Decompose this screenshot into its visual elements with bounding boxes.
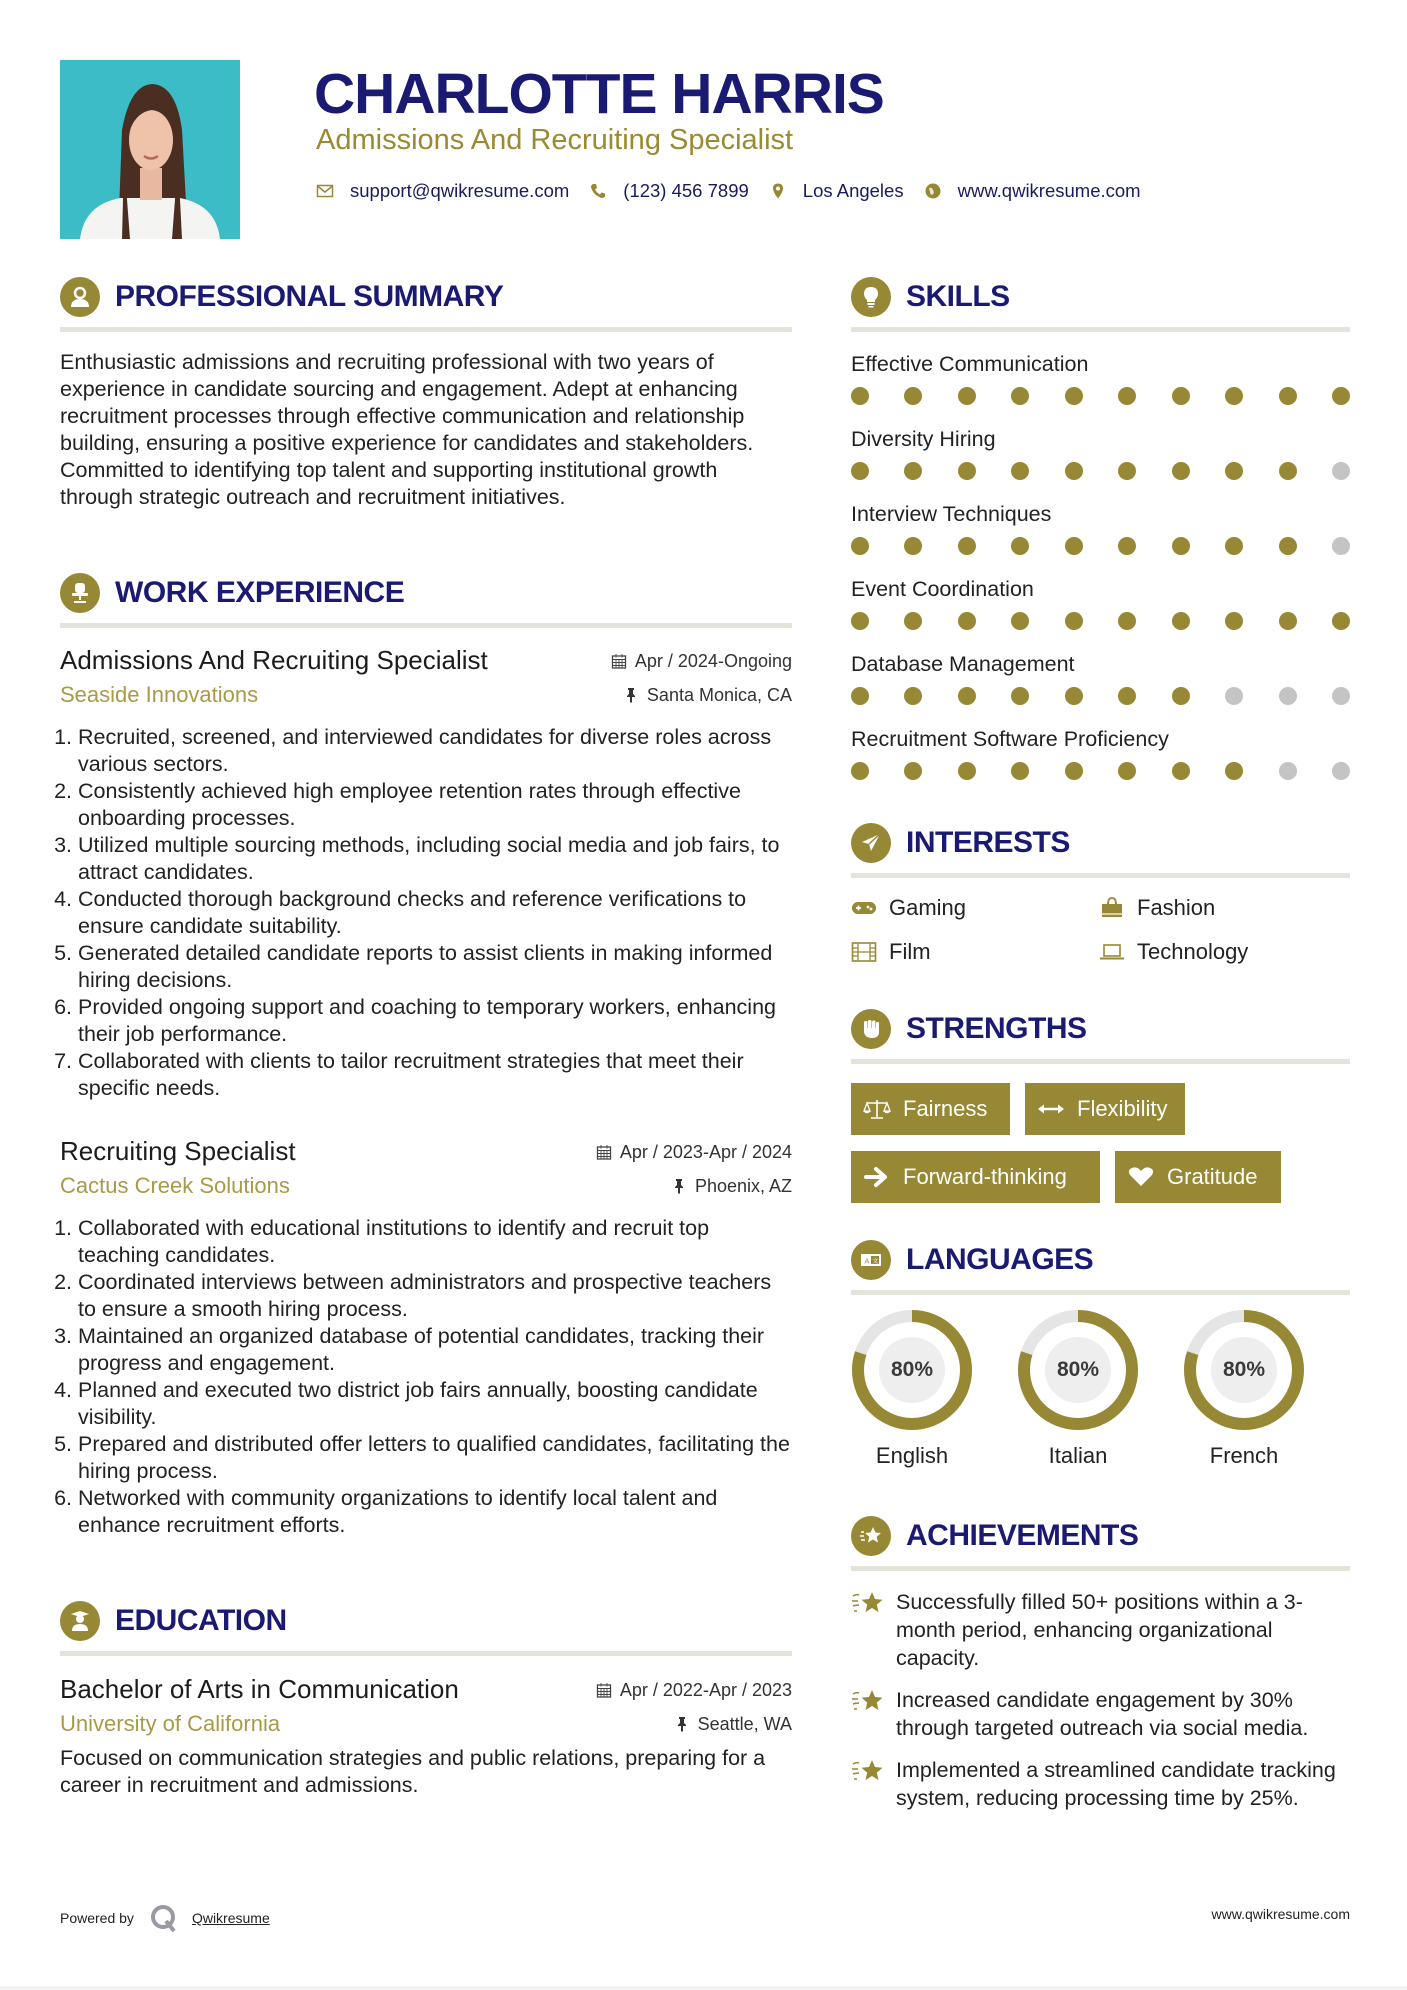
- section-title: INTERESTS: [906, 826, 1070, 859]
- svg-text:A: A: [864, 1257, 870, 1266]
- education-entry: [60, 1674, 792, 1799]
- job-location: Santa Monica, CA: [623, 685, 792, 706]
- section-divider: [851, 1059, 1350, 1064]
- duty-item: 4. Conducted thorough background checks and reference verifications to ensure candidate suitability.: [78, 886, 792, 940]
- star-icon: [851, 1756, 885, 1786]
- language-name: French: [1209, 1443, 1279, 1468]
- qwikresume-logo-icon: [148, 1902, 180, 1934]
- skills-list: [851, 349, 1350, 799]
- website-text: www.qwikresume.com: [957, 180, 1141, 201]
- rating-dot-filled: [1225, 387, 1243, 405]
- degree-title: Bachelor of Arts in Communication: [60, 1674, 459, 1704]
- duty-item: 1. Recruited, screened, and interviewed candidates for diverse roles across various sectors.: [78, 724, 792, 778]
- language-percent: 80%: [1056, 1358, 1100, 1381]
- pushpin-icon: [674, 1716, 690, 1732]
- rating-dot-empty: [1279, 687, 1297, 705]
- rating-dot-filled: [851, 387, 869, 405]
- rating-dot-filled: [1011, 687, 1029, 705]
- candidate-name: CHARLOTTE HARRIS: [314, 62, 884, 126]
- contact-location: [769, 178, 904, 204]
- language-progress-ring: [851, 1309, 973, 1431]
- rating-dot-filled: [958, 537, 976, 555]
- skill-rating: [851, 604, 1350, 649]
- achievements-list: [851, 1588, 1350, 1812]
- gamepad-icon: [851, 897, 877, 919]
- rating-dot-filled: [1118, 612, 1136, 630]
- rating-dot-empty: [1225, 687, 1243, 705]
- envelope-icon: [316, 182, 334, 200]
- section-title: ACHIEVEMENTS: [906, 1519, 1139, 1552]
- calendar-icon: [596, 1144, 612, 1160]
- achievement-item: Increased candidate engagement by 30% through targeted outreach via social media.: [851, 1686, 1350, 1742]
- user-icon: [60, 277, 100, 317]
- rating-dot-filled: [1172, 537, 1190, 555]
- rating-dot-filled: [851, 462, 869, 480]
- achievement-item: Successfully filled 50+ positions within a 3-month period, enhancing organizational capacity.: [851, 1588, 1350, 1672]
- rating-dot-filled: [1225, 462, 1243, 480]
- duty-item: 3. Utilized multiple sourcing methods, including social media and job fairs, to attract candidates.: [78, 832, 792, 886]
- rating-dot-filled: [1011, 612, 1029, 630]
- achievements-section: [851, 1515, 1350, 1826]
- rating-dot-filled: [904, 462, 922, 480]
- skill-item: [851, 499, 1350, 574]
- page-bottom-edge: [0, 1986, 1407, 1990]
- rating-dot-filled: [1279, 612, 1297, 630]
- language-item: [1017, 1309, 1183, 1469]
- rating-dot-filled: [1332, 612, 1350, 630]
- rating-dot-filled: [1172, 387, 1190, 405]
- rating-dot-filled: [904, 537, 922, 555]
- powered-by-label: Powered by: [60, 1910, 134, 1926]
- job-location: Phoenix, AZ: [671, 1176, 792, 1197]
- rating-dot-filled: [851, 537, 869, 555]
- rating-dot-filled: [1279, 462, 1297, 480]
- paper-plane-icon: [851, 823, 891, 863]
- professional-summary-section: [60, 276, 792, 511]
- arrows-horizontal-icon: [1037, 1098, 1065, 1120]
- rating-dot-filled: [1172, 762, 1190, 780]
- contact-website[interactable]: [924, 178, 1141, 204]
- language-progress-ring: [1017, 1309, 1139, 1431]
- duty-item: 2. Coordinated interviews between administrators and prospective teachers to ensure a smooth hiring process.: [78, 1269, 792, 1323]
- qwikresume-link[interactable]: Qwikresume: [191, 1910, 270, 1926]
- interest-item: Gaming: [851, 895, 1099, 921]
- job-title: Recruiting Specialist: [60, 1136, 296, 1166]
- shopping-bag-icon: [1099, 897, 1125, 919]
- duty-item: 7. Collaborated with clients to tailor recruitment strategies that meet their specific needs.: [78, 1048, 792, 1102]
- company-name: Seaside Innovations: [60, 682, 259, 707]
- rating-dot-filled: [1065, 537, 1083, 555]
- duty-item: 5. Generated detailed candidate reports to assist clients in making informed hiring decisions.: [78, 940, 792, 994]
- interests-section: [851, 822, 1350, 965]
- rating-dot-filled: [1279, 387, 1297, 405]
- section-divider: [60, 327, 792, 332]
- rating-dot-filled: [958, 687, 976, 705]
- duty-list: [60, 1215, 792, 1539]
- section-title: SKILLS: [906, 280, 1010, 313]
- skill-item: [851, 724, 1350, 799]
- rating-dot-empty: [1332, 687, 1350, 705]
- interest-item: Fashion: [1099, 895, 1347, 921]
- duty-item: 6. Provided ongoing support and coaching to temporary workers, enhancing their job performance.: [78, 994, 792, 1048]
- rating-dot-filled: [1172, 612, 1190, 630]
- duty-item: 3. Maintained an organized database of potential candidates, tracking their progress and engagement.: [78, 1323, 792, 1377]
- section-divider: [60, 623, 792, 628]
- duty-item: 5. Prepared and distributed offer letters to qualified candidates, facilitating the hiring process.: [78, 1431, 792, 1485]
- school-name: University of California: [60, 1711, 281, 1736]
- footer-website-link[interactable]: www.qwikresume.com: [1211, 1906, 1350, 1922]
- language-icon: [851, 1240, 891, 1280]
- rating-dot-empty: [1332, 462, 1350, 480]
- language-name: Italian: [1048, 1443, 1108, 1468]
- rating-dot-filled: [851, 612, 869, 630]
- skill-rating: [851, 754, 1350, 799]
- rating-dot-empty: [1332, 762, 1350, 780]
- rating-dot-filled: [1065, 687, 1083, 705]
- language-item: [851, 1309, 1017, 1469]
- rating-dot-filled: [1172, 687, 1190, 705]
- skill-name: Diversity Hiring: [851, 427, 996, 451]
- calendar-icon: [611, 653, 627, 669]
- work-experience-section: [60, 572, 792, 1539]
- skill-name: Database Management: [851, 652, 1075, 676]
- rating-dot-filled: [1118, 537, 1136, 555]
- person-photo-icon: [60, 60, 240, 239]
- graduate-icon: [60, 1601, 100, 1641]
- fist-icon: [851, 1009, 891, 1049]
- language-item: [1183, 1309, 1349, 1469]
- education-location: Seattle, WA: [674, 1714, 792, 1735]
- rating-dot-filled: [958, 612, 976, 630]
- strengths-list: [851, 1083, 1350, 1203]
- rating-dot-filled: [904, 687, 922, 705]
- rating-dot-filled: [1011, 537, 1029, 555]
- strength-chip: Gratitude: [1115, 1151, 1281, 1203]
- interest-item: Technology: [1099, 939, 1347, 965]
- job-entry: [60, 645, 792, 1102]
- heart-icon: [1127, 1166, 1155, 1188]
- section-title: STRENGTHS: [906, 1012, 1087, 1045]
- rating-dot-filled: [1225, 537, 1243, 555]
- section-divider: [851, 1566, 1350, 1571]
- rating-dot-filled: [1011, 462, 1029, 480]
- interests-grid: [851, 895, 1350, 965]
- section-divider: [851, 327, 1350, 332]
- lightbulb-icon: [851, 277, 891, 317]
- phone-text: (123) 456 7899: [623, 180, 749, 201]
- rating-dot-filled: [851, 762, 869, 780]
- skill-name: Event Coordination: [851, 577, 1034, 601]
- duty-item: 6. Networked with community organizations to identify local talent and enhance recruitment efforts.: [78, 1485, 792, 1539]
- rating-dot-filled: [1065, 612, 1083, 630]
- section-divider: [851, 1290, 1350, 1295]
- footer-powered-by: [60, 1902, 270, 1934]
- skill-name: Recruitment Software Proficiency: [851, 727, 1169, 751]
- job-dates: Apr / 2024-Ongoing: [611, 651, 792, 672]
- section-title: WORK EXPERIENCE: [115, 576, 405, 609]
- pushpin-icon: [623, 687, 639, 703]
- skills-section: [851, 276, 1350, 799]
- duty-item: 4. Planned and executed two district job fairs annually, boosting candidate visibility.: [78, 1377, 792, 1431]
- email-text: support@qwikresume.com: [350, 180, 570, 201]
- rating-dot-filled: [1172, 462, 1190, 480]
- section-title: EDUCATION: [115, 1604, 287, 1637]
- duty-item: 1. Collaborated with educational institutions to identify and recruit top teaching candidates.: [78, 1215, 792, 1269]
- skill-item: [851, 424, 1350, 499]
- strength-chip: Flexibility: [1025, 1083, 1185, 1135]
- laptop-icon: [1099, 941, 1125, 963]
- globe-icon: [924, 182, 942, 200]
- balance-scale-icon: [863, 1098, 891, 1120]
- language-percent: 80%: [890, 1358, 934, 1381]
- pushpin-icon: [671, 1178, 687, 1194]
- arrow-right-icon: [863, 1166, 891, 1188]
- contact-phone[interactable]: [589, 178, 749, 204]
- phone-icon: [589, 182, 607, 200]
- star-badge-icon: [851, 1516, 891, 1556]
- achievement-item: Implemented a streamlined candidate tracking system, reducing processing time by 25%.: [851, 1756, 1350, 1812]
- profile-photo: [60, 60, 240, 239]
- duty-item: 2. Consistently achieved high employee retention rates through effective onboarding processes.: [78, 778, 792, 832]
- skill-item: [851, 649, 1350, 724]
- svg-text:文: 文: [872, 1257, 879, 1265]
- skill-rating: [851, 679, 1350, 724]
- rating-dot-filled: [1065, 762, 1083, 780]
- section-divider: [60, 1651, 792, 1656]
- film-icon: [851, 941, 877, 963]
- skill-item: [851, 349, 1350, 424]
- rating-dot-filled: [904, 387, 922, 405]
- contact-email[interactable]: [316, 178, 569, 204]
- language-name: English: [875, 1443, 949, 1468]
- candidate-role: Admissions And Recruiting Specialist: [316, 124, 794, 156]
- rating-dot-empty: [1332, 537, 1350, 555]
- skill-name: Effective Communication: [851, 352, 1089, 376]
- calendar-icon: [596, 1682, 612, 1698]
- duty-list: [60, 724, 792, 1102]
- job-title: Admissions And Recruiting Specialist: [60, 645, 488, 675]
- contact-bar: [316, 178, 1161, 204]
- rating-dot-filled: [1118, 387, 1136, 405]
- skill-rating: [851, 454, 1350, 499]
- strength-chip: Fairness: [851, 1083, 1010, 1135]
- skill-rating: [851, 529, 1350, 574]
- location-text: Los Angeles: [802, 180, 904, 201]
- map-marker-icon: [769, 182, 787, 200]
- office-chair-icon: [60, 573, 100, 613]
- rating-dot-filled: [1118, 462, 1136, 480]
- star-icon: [851, 1588, 885, 1618]
- rating-dot-filled: [1011, 387, 1029, 405]
- company-name: Cactus Creek Solutions: [60, 1173, 290, 1198]
- interest-item: Film: [851, 939, 1099, 965]
- skill-item: [851, 574, 1350, 649]
- language-percent: 80%: [1222, 1358, 1266, 1381]
- job-dates: Apr / 2023-Apr / 2024: [596, 1142, 792, 1163]
- rating-dot-filled: [1118, 762, 1136, 780]
- language-progress-ring: [1183, 1309, 1305, 1431]
- education-dates: Apr / 2022-Apr / 2023: [596, 1680, 792, 1701]
- rating-dot-filled: [1332, 387, 1350, 405]
- rating-dot-filled: [958, 762, 976, 780]
- section-divider: [851, 873, 1350, 878]
- rating-dot-filled: [958, 462, 976, 480]
- rating-dot-filled: [904, 762, 922, 780]
- section-title: LANGUAGES: [906, 1243, 1094, 1276]
- star-icon: [851, 1686, 885, 1716]
- rating-dot-filled: [1065, 387, 1083, 405]
- strengths-section: [851, 1008, 1350, 1203]
- rating-dot-filled: [1065, 462, 1083, 480]
- rating-dot-filled: [1225, 762, 1243, 780]
- skill-name: Interview Techniques: [851, 502, 1052, 526]
- rating-dot-filled: [1225, 612, 1243, 630]
- job-entry: [60, 1136, 792, 1539]
- rating-dot-filled: [1118, 687, 1136, 705]
- languages-list: [851, 1309, 1350, 1469]
- languages-section: [851, 1239, 1350, 1469]
- rating-dot-filled: [958, 387, 976, 405]
- education-description: Focused on communication strategies and public relations, preparing for a career in recruitment and admissions.: [60, 1746, 766, 1797]
- skill-rating: [851, 379, 1350, 424]
- rating-dot-filled: [1279, 537, 1297, 555]
- summary-text: Enthusiastic admissions and recruiting professional with two years of experience in candidate sourcing and engagement. Adept at enhancing recruitment processes through effective communication and relationship building, ensuring a positive experience for candidates and stakeholders. Committed to identifying top talent and supporting institutional growth through strategic outreach and recruitment initiatives.: [60, 350, 754, 509]
- strength-chip: Forward-thinking: [851, 1151, 1100, 1203]
- education-section: [60, 1600, 792, 1799]
- rating-dot-filled: [851, 687, 869, 705]
- rating-dot-filled: [904, 612, 922, 630]
- rating-dot-filled: [1011, 762, 1029, 780]
- section-title: PROFESSIONAL SUMMARY: [115, 280, 504, 313]
- rating-dot-empty: [1279, 762, 1297, 780]
